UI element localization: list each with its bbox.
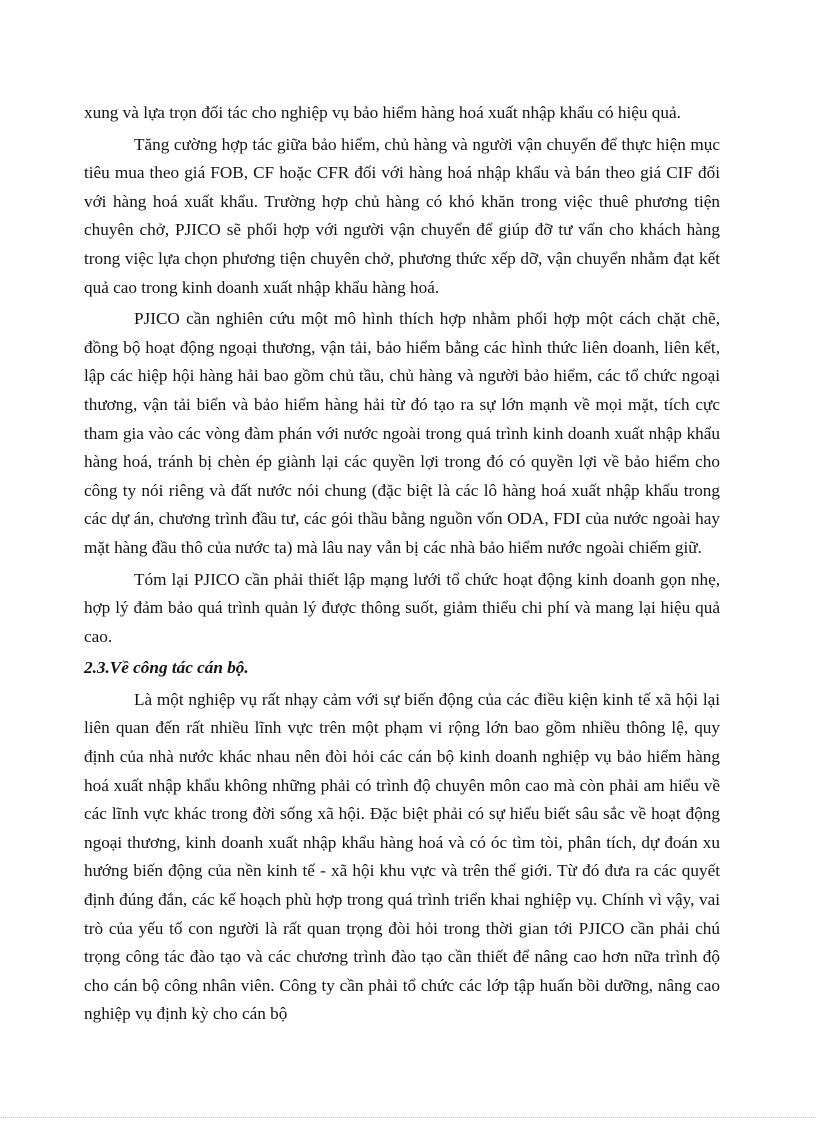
paragraph-cooperation: Tăng cường hợp tác giữa bảo hiểm, chủ hàng và người vận chuyển để thực hiện mục tiêu mua theo giá FOB, CF hoặc CFR đối với hàng hoá nhập khẩu và bán theo giá CIF đối với hàng hoá xuất khẩu. Trường hợp chủ hàng có khó khăn trong việc thuê phương tiện chuyên chở, PJICO sẽ phối hợp với người vận chuyển để giúp đỡ tư vấn cho khách hàng trong việc lựa chọn phương tiện chuyên chở, phương thức xếp dỡ, vận chuyển nhằm đạt kết quả cao trong kinh doanh xuất nhập khẩu hàng hoá.	[84, 134, 720, 297]
paragraph-summary: Tóm lại PJICO cần phải thiết lập mạng lưới tổ chức hoạt động kinh doanh gọn nhẹ, hợp lý đảm bảo quá trình quản lý được thông suốt, giảm thiểu chi phí và mang lại hiệu quả cao.	[84, 569, 720, 646]
document-body	[84, 99, 720, 1032]
paragraph-model: PJICO cần nghiên cứu một mô hình thích hợp nhằm phối hợp một cách chặt chẽ, đồng bộ hoạt động ngoại thương, vận tải, bảo hiểm bằng các hình thức liên doanh, liên kết, lập các hiệp hội hàng hải bao gồm chủ tầu, chủ hàng và người bảo hiểm, các tổ chức ngoại thương, vận tải biển và bảo hiểm hàng hải từ đó tạo ra sự lớn mạnh về mọi mặt, tích cực tham gia vào các vòng đàm phán với nước ngoài trong quá trình kinh doanh xuất nhập khẩu hàng hoá, tránh bị chèn ép giành lại các quyền lợi trong đó có quyền lợi về bảo hiểm cho công ty nói riêng và đất nước nói chung (đặc biệt là các lô hàng hoá xuất nhập khẩu trong các dự án, chương trình đầu tư, các gói thầu bằng nguồn vốn ODA, FDI của nước ngoài hay mặt hàng đầu thô của nước ta) mà lâu nay vẫn bị các nhà bảo hiểm nước ngoài chiếm giữ.	[84, 309, 720, 557]
paragraph-staff: Là một nghiệp vụ rất nhạy cảm với sự biến động của các điều kiện kinh tế xã hội lại liên quan đến rất nhiều lĩnh vực trên một phạm vi rộng lớn bao gồm nhiều thông lệ, quy định của nhà nước khác nhau nên đòi hỏi các cán bộ kinh doanh nghiệp vụ bảo hiểm hàng hoá xuất nhập khẩu không những phải có trình độ chuyên môn cao mà còn phải am hiểu về các lĩnh vực khác trong đời sống xã hội. Đặc biệt phải có sự hiểu biết sâu sắc về hoạt động ngoại thương, kinh doanh xuất nhập khẩu hàng hoá và có óc tìm tòi, phân tích, dự đoán xu hướng biến động của nền kinh tế - xã hội khu vực và trên thế giới. Từ đó đưa ra các quyết định đúng đắn, các kế hoạch phù hợp trong quá trình triển khai nghiệp vụ. Chính vì vậy, vai trò của yếu tố con người là rất quan trọng đòi hỏi trong thời gian tới PJICO cần phải chú trọng công tác đào tạo và các chương trình đào tạo cần thiết để nâng cao hơn nữa trình độ cho cán bộ công nhân viên. Công ty cần phải tổ chức các lớp tập huấn bồi dưỡng, nâng cao nghiệp vụ định kỳ cho cán bộ	[84, 689, 720, 1024]
paragraph-continuation: xung và lựa trọn đối tác cho nghiệp vụ bảo hiểm hàng hoá xuất nhập khẩu có hiệu quả.	[84, 103, 681, 122]
page-bottom-divider	[0, 1117, 816, 1118]
section-heading: 2.3.Về công tác cán bộ.	[84, 658, 249, 678]
